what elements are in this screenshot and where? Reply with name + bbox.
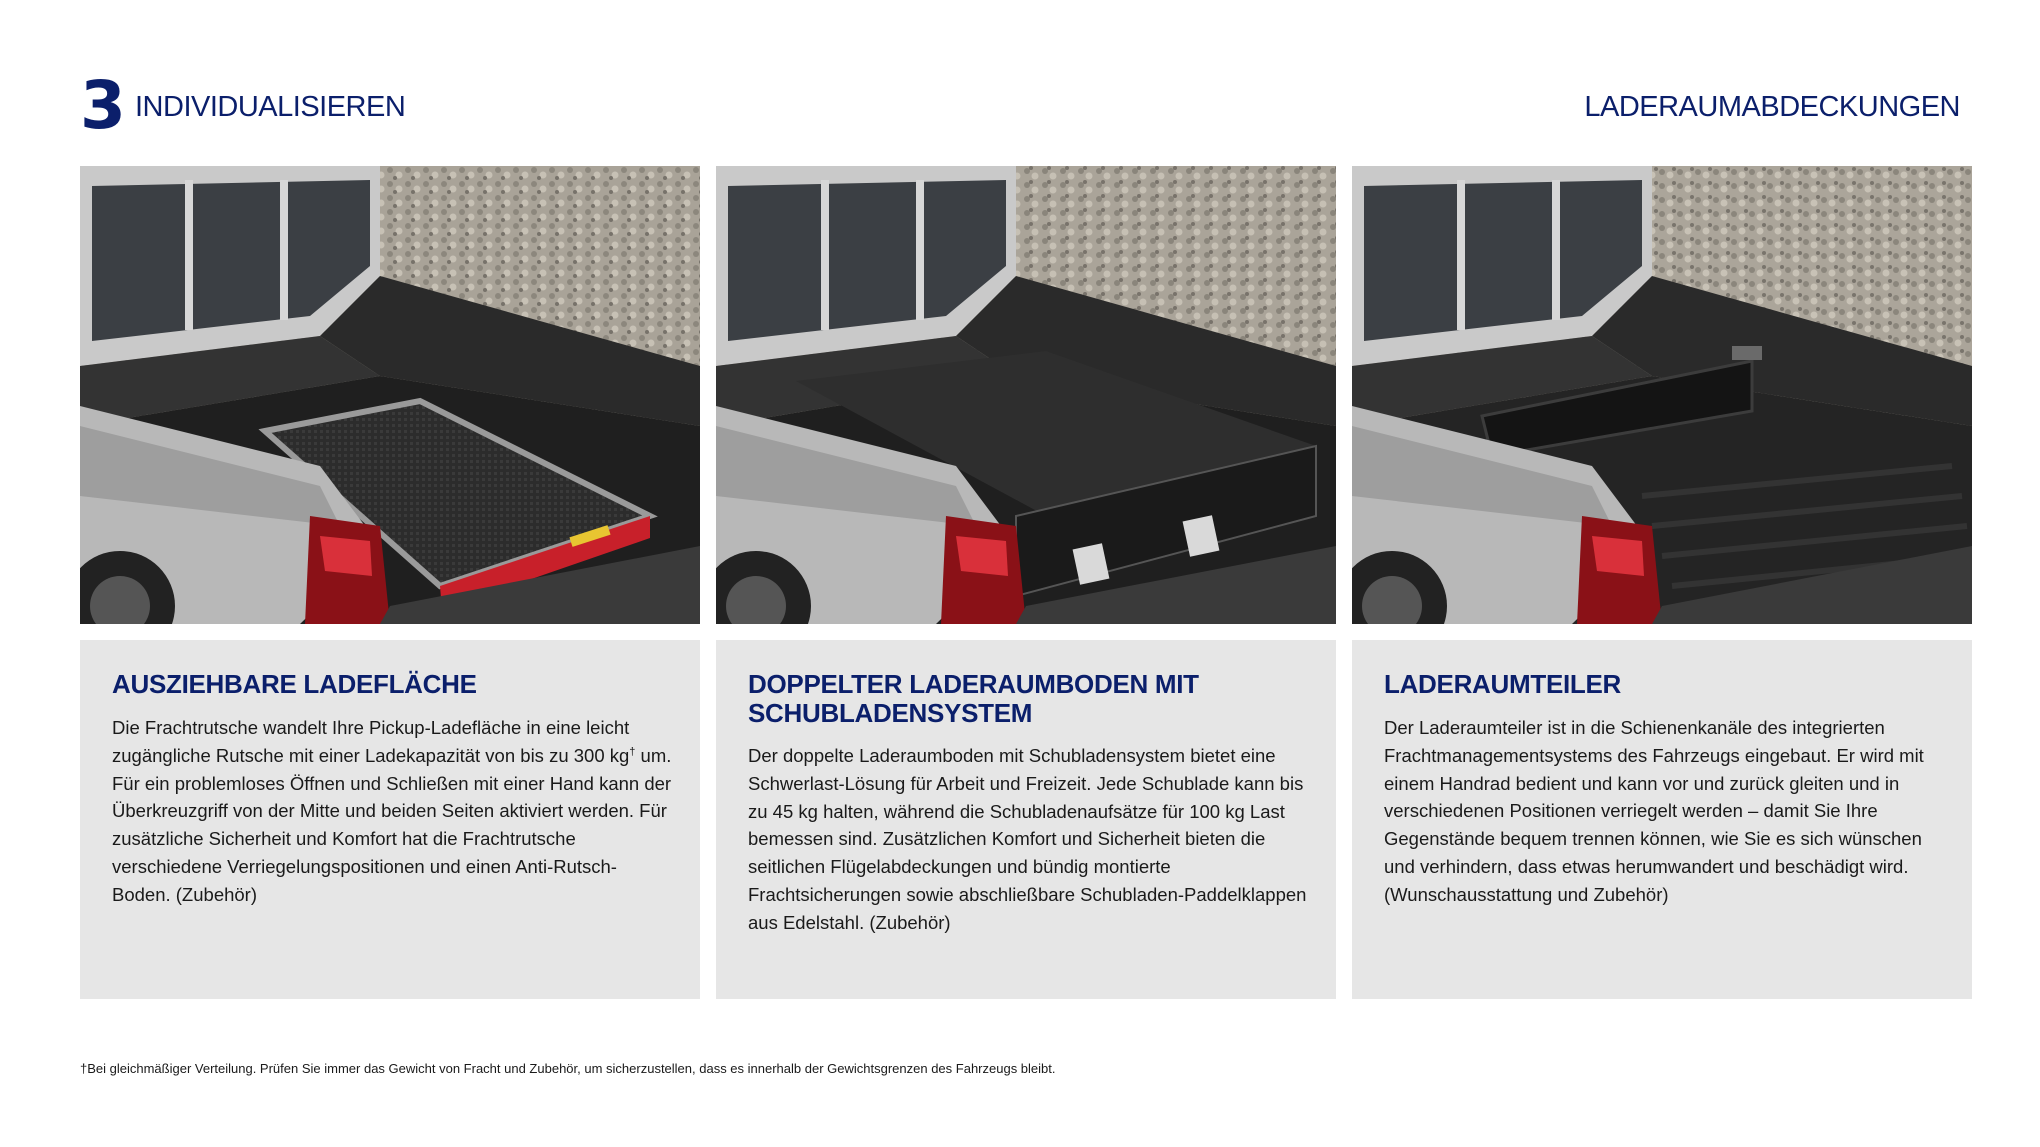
feature-description-part: Die Frachtrutsche wandelt Ihre Pickup-Ladefläche in eine leicht zugängliche Rutsche mit einer Ladekapazität von bis zu 300 kg xyxy=(112,717,630,766)
feature-description xyxy=(112,714,672,909)
pickup-bed-double-floor-drawers-photo xyxy=(716,166,1336,624)
feature-description: Der doppelte Laderaumboden mit Schubladensystem bietet eine Schwerlast-Lösung für Arbeit und Freizeit. Jede Schublade kann bis zu 45 kg halten, während die Schubladenaufsätze für 100 kg Last bemessen sind. Zusätzlichen Komfort und Sicherheit bieten die seitlichen Flügelabdeckungen und bündig montierte Frachtsicherungen sowie abschließbare Schubladen-Paddelklappen aus Edelstahl. (Zubehör) xyxy=(748,745,1307,933)
pickup-bed-load-divider-photo xyxy=(1352,166,1972,624)
section-number: 3 xyxy=(80,67,124,144)
feature-card xyxy=(1352,640,1972,999)
feature-card xyxy=(80,640,700,999)
page-title: LADERAUMABDECKUNGEN xyxy=(1584,91,1960,123)
feature-heading: LADERAUMTEILER xyxy=(1384,669,1622,699)
feature-description-part: um. Für ein problemloses Öffnen und Schließen mit einer Hand kann der Überkreuzgriff von der Mitte und beiden Seiten aktiviert werden. Für zusätzliche Sicherheit und Komfort hat die Frachtrutsche verschiedene Verriegelungspositionen und einen Anti-Rutsch-Boden. (Zubehör) xyxy=(112,744,672,905)
page-header xyxy=(80,67,1960,144)
feature-heading: DOPPELTER LADERAUMBODEN MIT SCHUBLADENSYSTEM xyxy=(748,669,1199,728)
footnote-marker: † xyxy=(629,745,636,758)
feature-heading: AUSZIEHBARE LADEFLÄCHE xyxy=(112,669,477,699)
pickup-bed-cargo-slide-photo xyxy=(80,166,700,624)
feature-description: Der Laderaumteiler ist in die Schienenkanäle des integrierten Frachtmanagementsystems des Fahrzeugs eingebaut. Er wird mit einem Handrad bedient und kann vor und zurück gleiten und in verschiedenen Positionen verriegelt werden – damit Sie Ihre Gegenstände bequem trennen können, wie Sie es sich wünschen und verhindern, dass etwas herumwandert und beschädigt wird. (Wunschausstattung und Zubehör) xyxy=(1384,717,1924,905)
footnote: †Bei gleichmäßiger Verteilung. Prüfen Sie immer das Gewicht von Fracht und Zubehör, um sicherzustellen, dass es innerhalb der Gewichtsgrenzen des Fahrzeugs bleibt. xyxy=(80,1061,1056,1076)
feature-card xyxy=(716,640,1336,999)
section-title: INDIVIDUALISIEREN xyxy=(135,91,406,123)
